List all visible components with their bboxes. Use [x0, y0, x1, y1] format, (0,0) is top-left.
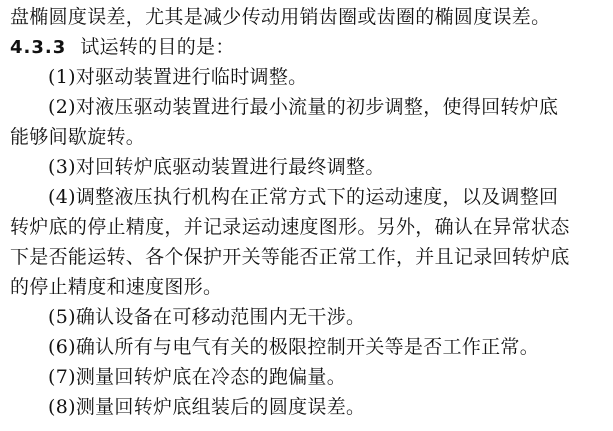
list-item-5: (5)确认设备在可移动范围内无干涉。 — [48, 306, 366, 328]
list-item-4-continuation-1: 转炉底的停止精度，并记录运动速度图形。另外，确认在异常状态 — [10, 216, 570, 238]
section-number: 4.3.3 — [10, 37, 67, 58]
list-item-4: (4)调整液压执行机构在正常方式下的运动速度，以及调整回 — [48, 186, 559, 208]
list-item-8: (8)测量回转炉底组装后的圆度误差。 — [48, 396, 366, 418]
list-item-4-continuation-3: 的停止精度和速度图形。 — [10, 276, 223, 298]
section-heading — [10, 32, 235, 62]
section-title: 试运转的目的是： — [80, 36, 235, 58]
list-item-2-continuation: 能够间歇旋转。 — [10, 126, 146, 148]
list-item-7: (7)测量回转炉底在冷态的跑偏量。 — [48, 366, 347, 388]
list-item-6: (6)确认所有与电气有关的极限控制开关等是否工作正常。 — [48, 336, 540, 358]
continuation-line: 盘椭圆度误差，尤其是减少传动用销齿圈或齿圈的椭圆度误差。 — [10, 6, 551, 28]
list-item-3: (3)对回转炉底驱动装置进行最终调整。 — [48, 156, 385, 178]
list-item-2: (2)对液压驱动装置进行最小流量的初步调整，使得回转炉底 — [48, 96, 559, 118]
list-item-1: (1)对驱动装置进行临时调整。 — [48, 66, 308, 88]
list-item-4-continuation-2: 下是否能运转、各个保护开关等能否正常工作，并且记录回转炉底 — [10, 246, 570, 268]
